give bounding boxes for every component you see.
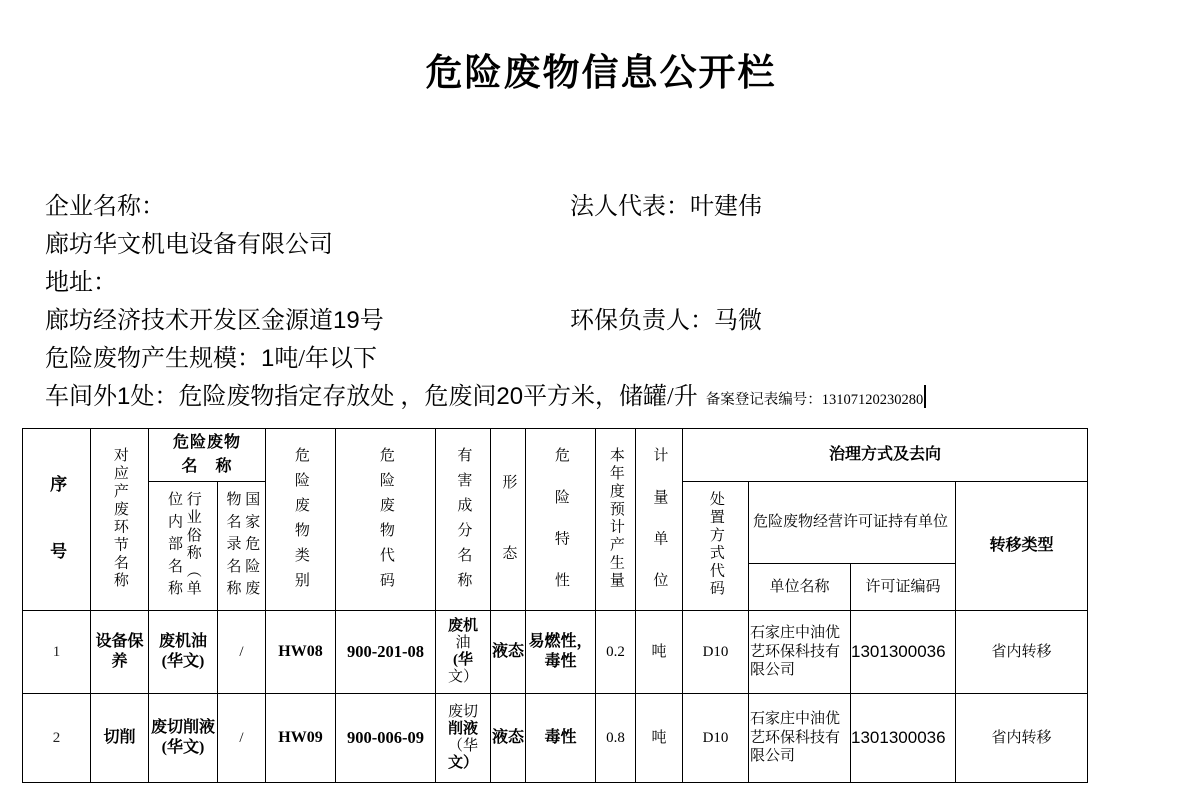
storage-text-1: 车间外 — [45, 384, 117, 410]
record-number-field[interactable] — [706, 392, 927, 408]
legal-representative: 法人代表：叶建伟 — [570, 194, 762, 220]
cell-national-name: / — [218, 694, 266, 783]
cell-form: 液态 — [491, 694, 526, 783]
cell-license: 1301300036 — [851, 694, 956, 783]
col-header-form: 形态 — [491, 429, 526, 611]
scale-number: 1 — [261, 345, 275, 372]
table-row — [23, 694, 1088, 783]
record-number-text: 备案登记表编号：13107120230280 — [705, 392, 924, 408]
storage-text-3: 平方米，储罐/升 — [523, 384, 698, 410]
col-header-industry-name: 行业俗称（单 位内部名称 — [149, 482, 218, 611]
cell-industry-name: 废机油(华文) — [149, 611, 218, 694]
storage-text-2: 处：危险废物指定存放处 ，危废间 — [130, 384, 497, 410]
storage-line — [45, 376, 926, 411]
cell-hazard: 毒性 — [526, 694, 596, 783]
production-scale — [45, 338, 377, 373]
col-header-transfer-type: 转移类型 — [956, 482, 1088, 611]
address-number: 19 — [333, 307, 360, 334]
scale-suffix: 吨/年以下 — [274, 346, 378, 372]
col-header-code: 危险废物代码 — [336, 429, 436, 611]
cell-license: 1301300036 — [851, 611, 956, 694]
cell-seq: 1 — [23, 611, 91, 694]
cell-process: 设备保养 — [91, 611, 149, 694]
page-title: 危险废物信息公开栏 — [425, 53, 777, 94]
cell-annual: 0.2 — [596, 611, 636, 694]
address-value — [45, 300, 384, 335]
col-header-hazard: 危险特性 — [526, 429, 596, 611]
cell-disposal: D10 — [683, 694, 749, 783]
col-header-harmful: 有害成分名称 — [436, 429, 491, 611]
cell-company: 石家庄中油优艺环保科技有限公司 — [749, 611, 851, 694]
col-header-process: 对应产废环节名称 — [91, 429, 149, 611]
storage-number-1: 1 — [117, 383, 131, 410]
cell-form: 液态 — [491, 611, 526, 694]
cell-unit: 吨 — [636, 694, 683, 783]
cell-industry-name: 废切削液(华文) — [149, 694, 218, 783]
address-text: 廊坊经济技术开发区金源道 — [45, 308, 333, 334]
scale-text: 危险废物产生规模： — [45, 346, 261, 372]
col-header-license-holder: 危险废物经营许可证持有单位 — [749, 482, 956, 564]
cell-harmful: 废机 油 (华 文） — [436, 611, 491, 694]
company-name-value: 廊坊华文机电设备有限公司 — [45, 232, 333, 258]
col-header-disposal-code: 处置方式代码 — [683, 482, 749, 611]
col-header-national-name: 国家危险废 物名录名称 — [218, 482, 266, 611]
cell-code: 900-201-08 — [336, 611, 436, 694]
cell-disposal: D10 — [683, 611, 749, 694]
cell-hazard: 易燃性，毒性 — [526, 611, 596, 694]
text-caret-icon — [924, 385, 926, 408]
cell-transfer: 省内转移 — [956, 611, 1088, 694]
col-header-seq: 序号 — [23, 429, 91, 611]
cell-category: HW08 — [266, 611, 336, 694]
env-officer: 环保负责人：马微 — [570, 308, 762, 334]
storage-number-2: 20 — [496, 383, 524, 410]
table-row — [23, 611, 1088, 694]
cell-process: 切削 — [91, 694, 149, 783]
cell-seq: 2 — [23, 694, 91, 783]
col-header-category: 危险废物类别 — [266, 429, 336, 611]
cell-company: 石家庄中油优艺环保科技有限公司 — [749, 694, 851, 783]
cell-transfer: 省内转移 — [956, 694, 1088, 783]
cell-code: 900-006-09 — [336, 694, 436, 783]
col-header-license-no: 许可证编码 — [851, 564, 956, 611]
col-header-treatment-group: 治理方式及去向 — [683, 429, 1088, 482]
col-header-unit-name: 单位名称 — [749, 564, 851, 611]
address-label: 地址： — [45, 270, 117, 296]
cell-category: HW09 — [266, 694, 336, 783]
hazardous-waste-table — [22, 428, 1088, 783]
cell-harmful: 废切 削液 （华 文） — [436, 694, 491, 783]
cell-national-name: / — [218, 611, 266, 694]
col-header-unit: 计量单位 — [636, 429, 683, 611]
col-header-annual: 本年度预计产生量 — [596, 429, 636, 611]
address-suffix: 号 — [359, 308, 384, 334]
company-name-label: 企业名称： — [45, 194, 165, 220]
cell-annual: 0.8 — [596, 694, 636, 783]
cell-unit: 吨 — [636, 611, 683, 694]
col-header-waste-name-group: 危险废物 名 称 — [149, 429, 266, 482]
